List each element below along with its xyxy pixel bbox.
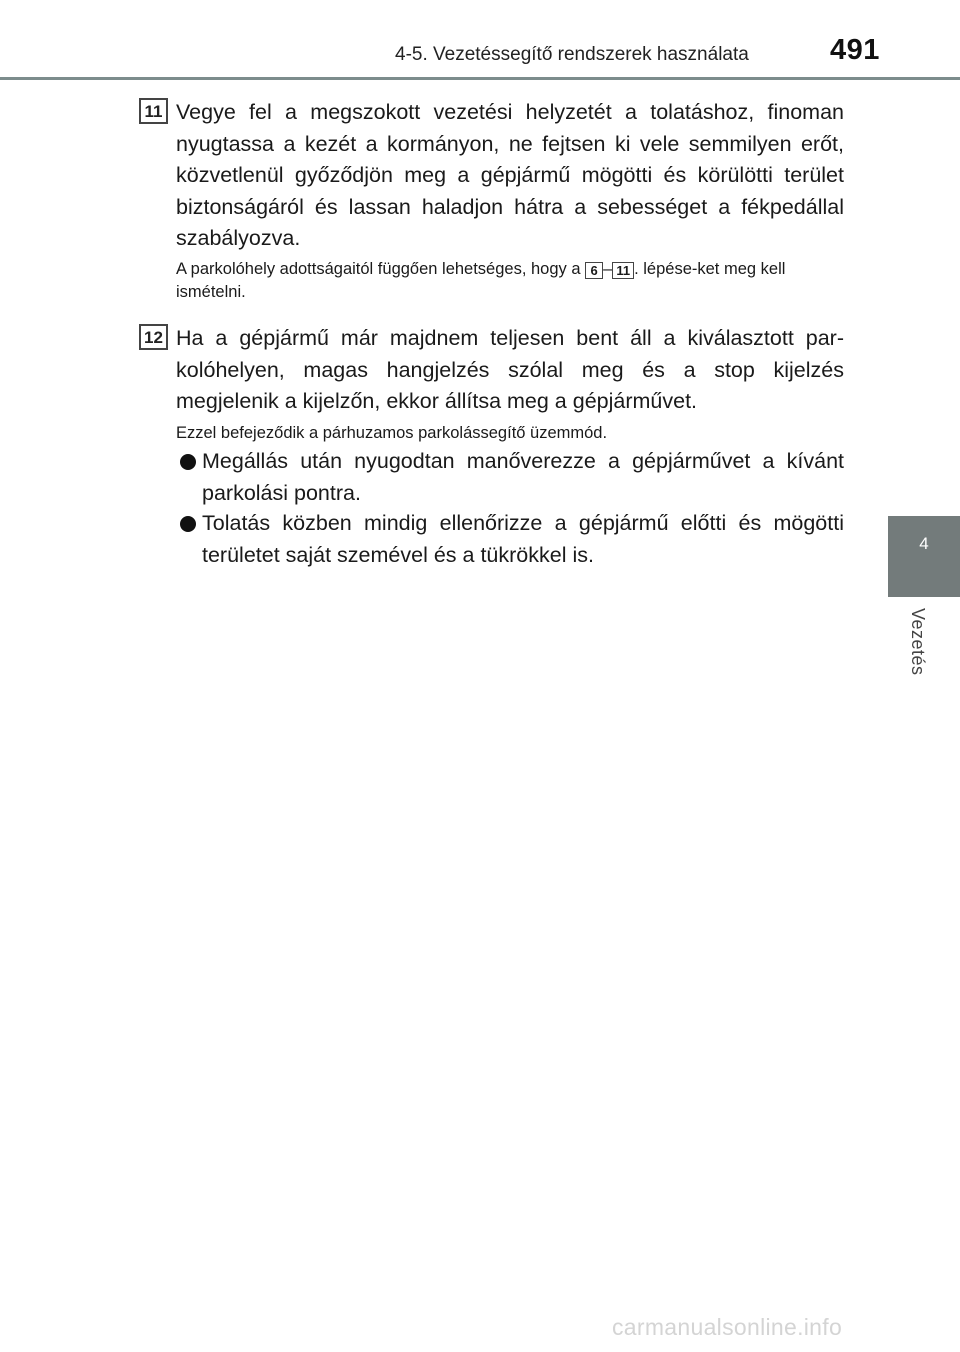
bullet-dot-icon (180, 516, 196, 532)
step-12-note: Ezzel befejeződik a párhuzamos parkolássegítő üzemmód. (176, 424, 608, 442)
section-title: 4-5. Vezetéssegítő rendszerek használata (395, 44, 749, 65)
bullet-text: Tolatás közben mindig ellenőrizze a gépjármű előtti és mögötti területet saját szemével és a tükrökkel is. (202, 511, 844, 567)
step-12-number: 12 (139, 324, 168, 350)
bullet-dot-icon (180, 454, 196, 470)
step-11-note-after: . lépése-ket meg kell ismételni. (176, 260, 786, 301)
chapter-number: 4 (919, 534, 929, 553)
step-11-text: Vegye fel a megszokott vezetési helyzetét a tolatáshoz, finoman nyugtassa a kezét a kormányon, ne fejtsen ki vele semmilyen erőt, közvetlenül győződjön meg a gépjármű mögötti és körülötti terület biztonságáról és lassan haladjon hátra a sebességet a fékpedállal szabályozva. (176, 100, 844, 250)
step-ref-start: 6 (585, 262, 603, 279)
step-11-number: 11 (139, 98, 168, 124)
step-ref-dash: – (603, 260, 613, 278)
watermark: carmanualsonline.info (612, 1314, 843, 1340)
bullet-text: Megállás után nyugodtan manőverezze a gépjárművet a kívánt parkolási pontra. (202, 449, 844, 505)
step-11-note-before: A parkolóhely adottságaitól függően lehetséges, hogy a (176, 260, 586, 278)
step-12-text: Ha a gépjármű már majdnem teljesen bent áll a kiválasztott par-kolóhelyen, magas hangjelzés szólal meg és a stop kijelzés megjelenik a kijelzőn, ekkor állítsa meg a gépjárművet. (176, 326, 844, 413)
step-11-note (176, 258, 844, 304)
chapter-tab (888, 516, 960, 597)
chapter-label: Vezetés (908, 608, 928, 676)
header-rule (0, 77, 960, 80)
page-number: 491 (830, 34, 880, 66)
step-ref-end: 11 (612, 262, 634, 279)
